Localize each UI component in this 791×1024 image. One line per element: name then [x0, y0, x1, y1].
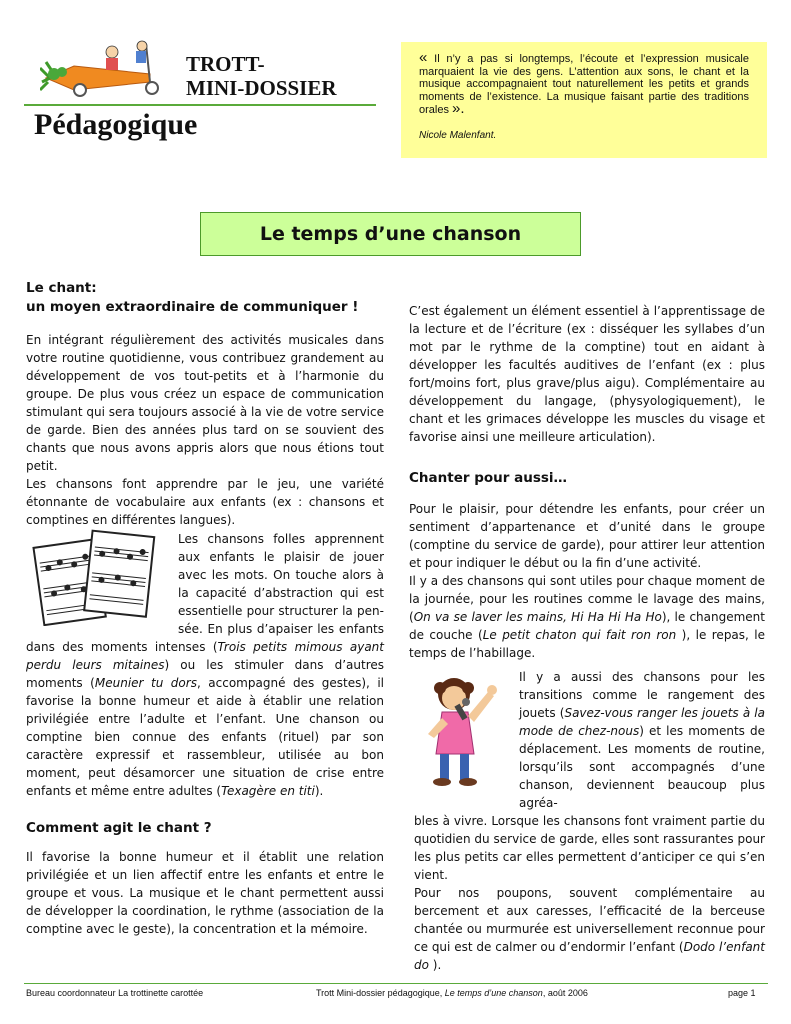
- quote-text-block: [419, 49, 749, 117]
- quote-close-mark: ».: [452, 100, 465, 117]
- heading-le-chant: Le chant:: [26, 280, 97, 296]
- wrap-line: essentielle pour structurer la pen-: [178, 604, 384, 618]
- heading-chanter: Chanter pour aussi…: [409, 470, 568, 486]
- quote-author: Nicole Malenfant.: [419, 130, 497, 141]
- quote-open-mark: «: [419, 49, 428, 66]
- paragraph: dans des moments intenses (Trois petits mimous ayant perdu leurs mitaines) ou les stimuler dans d’autres moments (Meunier tu dors, accompagné des gestes), il favorise la bonne humeur et aide à établir une relation privilégiée entre l’adulte et l’enfant. Une chanson ou comptine bien connue des enfants (rituel) par son caractère expressif et rassembleur, utilisée au bon moment, peut désamorcer une situation de crise entre enfants et même entre adultes (Texagère en titi).: [26, 640, 384, 798]
- title-box: [200, 212, 581, 256]
- brand-line-1: TROTT-: [186, 52, 265, 76]
- paragraph: Pour le plaisir, pour détendre les enfants, pour créer un sentiment d’appartenance et d’unité dans le groupe (comptine du service de garde), pour attirer leur attention et pour indiquer le début ou la fin d’une activité.: [409, 502, 765, 570]
- paragraph: Les chansons font apprendre par le jeu, une variété étonnante de vocabulaire aux enfants (ex : chansons et comptines en différentes langues).: [26, 477, 384, 527]
- quote-box: [401, 42, 767, 158]
- section-heading-chant: [26, 279, 384, 317]
- wrapped-paragraph-right: [409, 668, 765, 974]
- wrap-line: avec les mots. On touche alors à: [178, 568, 384, 582]
- paragraph: Il y a aussi des chansons pour les transitions comme le rangement des jouets (Savez-vous ranger les jouets à la mode de chez-nous) et les moments de déplacement. Les moments de routine, lorsqu’ils sont accompagnés d’une chanson, deviennent beaucoup plus agréa-: [519, 670, 765, 810]
- header-rule: [24, 104, 376, 106]
- carrot-scooter-logo: [40, 38, 170, 102]
- page-title: Le temps d’une chanson: [259, 223, 522, 245]
- left-agit-paragraph: [26, 848, 384, 938]
- paragraph: Il favorise la bonne humeur et il établit une relation privilégiée et un lien affectif entre les enfants et entre le groupe et vous. La musique et le chant permettent aussi de développer la coordination, le rythme (association de la comptine avec le geste), la concentration et la mémoire.: [26, 850, 384, 936]
- right-chanter-text: [409, 500, 765, 662]
- heading-moyen: un moyen extraordinaire de communiquer !: [26, 299, 359, 315]
- wrap-line: la capacité d’abstraction qui est: [178, 586, 384, 600]
- right-intro: [409, 302, 765, 446]
- paragraph: Pour nos poupons, souvent complémentaire au bercement et aux caresses, l’efficacité de la berceuse chantée ou murmurée est universellement reconnue pour ce qui est de calmer ou d’endormir l’enfant (Dodo l’enfant do ).: [414, 886, 765, 972]
- footer-page-number: page 1: [728, 988, 756, 998]
- quote-text: Il n’y a pas si longtemps, l’écoute et l’expression musicale marquaient la vie des gens. L’attention aux sons, le chant et la musique accompagnaient tout naturellement les petits et grands moments de l’existence. La musique faisant partie des traditions orales: [419, 53, 749, 116]
- brand-line-2: MINI-DOSSIER: [186, 76, 337, 100]
- heading-comment-agit: Comment agit le chant ?: [26, 820, 212, 836]
- wrap-line: aux enfants le plaisir de jouer: [178, 550, 384, 564]
- paragraph: Il y a des chansons qui sont utiles pour chaque moment de la journée, pour les routines comme le lavage des mains, (On va se laver les mains, Hi Ha Hi Ha Ho), le changement de couche (Le petit chaton qui fait ron ron ), le repas, le temps de l’habillage.: [409, 574, 766, 660]
- footer-organization: Bureau coordonnateur La trottinette carottée: [26, 988, 204, 998]
- page-subtitle: Pédagogique: [34, 108, 198, 141]
- footer-rule: [24, 983, 768, 984]
- footer-document-info: Trott Mini-dossier pédagogique, Le temps d’une chanson, août 2006: [316, 988, 588, 998]
- wrap-line: sée. En plus d’apaiser les enfants: [178, 622, 384, 636]
- wrap-line: Les chansons folles apprennent: [178, 532, 384, 546]
- wrapped-paragraph-left: [26, 530, 384, 800]
- brand-name: [186, 52, 337, 100]
- paragraph: En intégrant régulièrement des activités musicales dans votre routine quotidienne, vous contribuez grandement au développement de vos tout-petits et à l’harmonie du groupe. De plus vous créez un espace de communication stimulant qui sera toujours associé à la vie de votre service de garde. Bien des années plus tard on se souvient des chants que nous avons appris alors que nous étions tout petit.: [26, 333, 384, 473]
- paragraph: C’est également un élément essentiel à l’apprentissage de la lecture et de l’écriture (ex : disséquer les syllabes d’un mot par le rythme de la comptine) tout en aidant à développer les facultés auditives de l’enfant (ex : plus fort/moins fort, plus grave/plus aigu). Complémentaire au développement du langage, (physyologiquement), le chant et les grimaces développe les muscles du visage et favorise ainsi une meilleure articulation).: [409, 304, 765, 444]
- paragraph: bles à vivre. Lorsque les chansons font vraiment partie du quotidien du service de garde, elles sont rassurantes pour les plus petits car elles permettent d’anticiper ce qui s’en vient.: [414, 814, 765, 882]
- left-intro: [26, 331, 384, 529]
